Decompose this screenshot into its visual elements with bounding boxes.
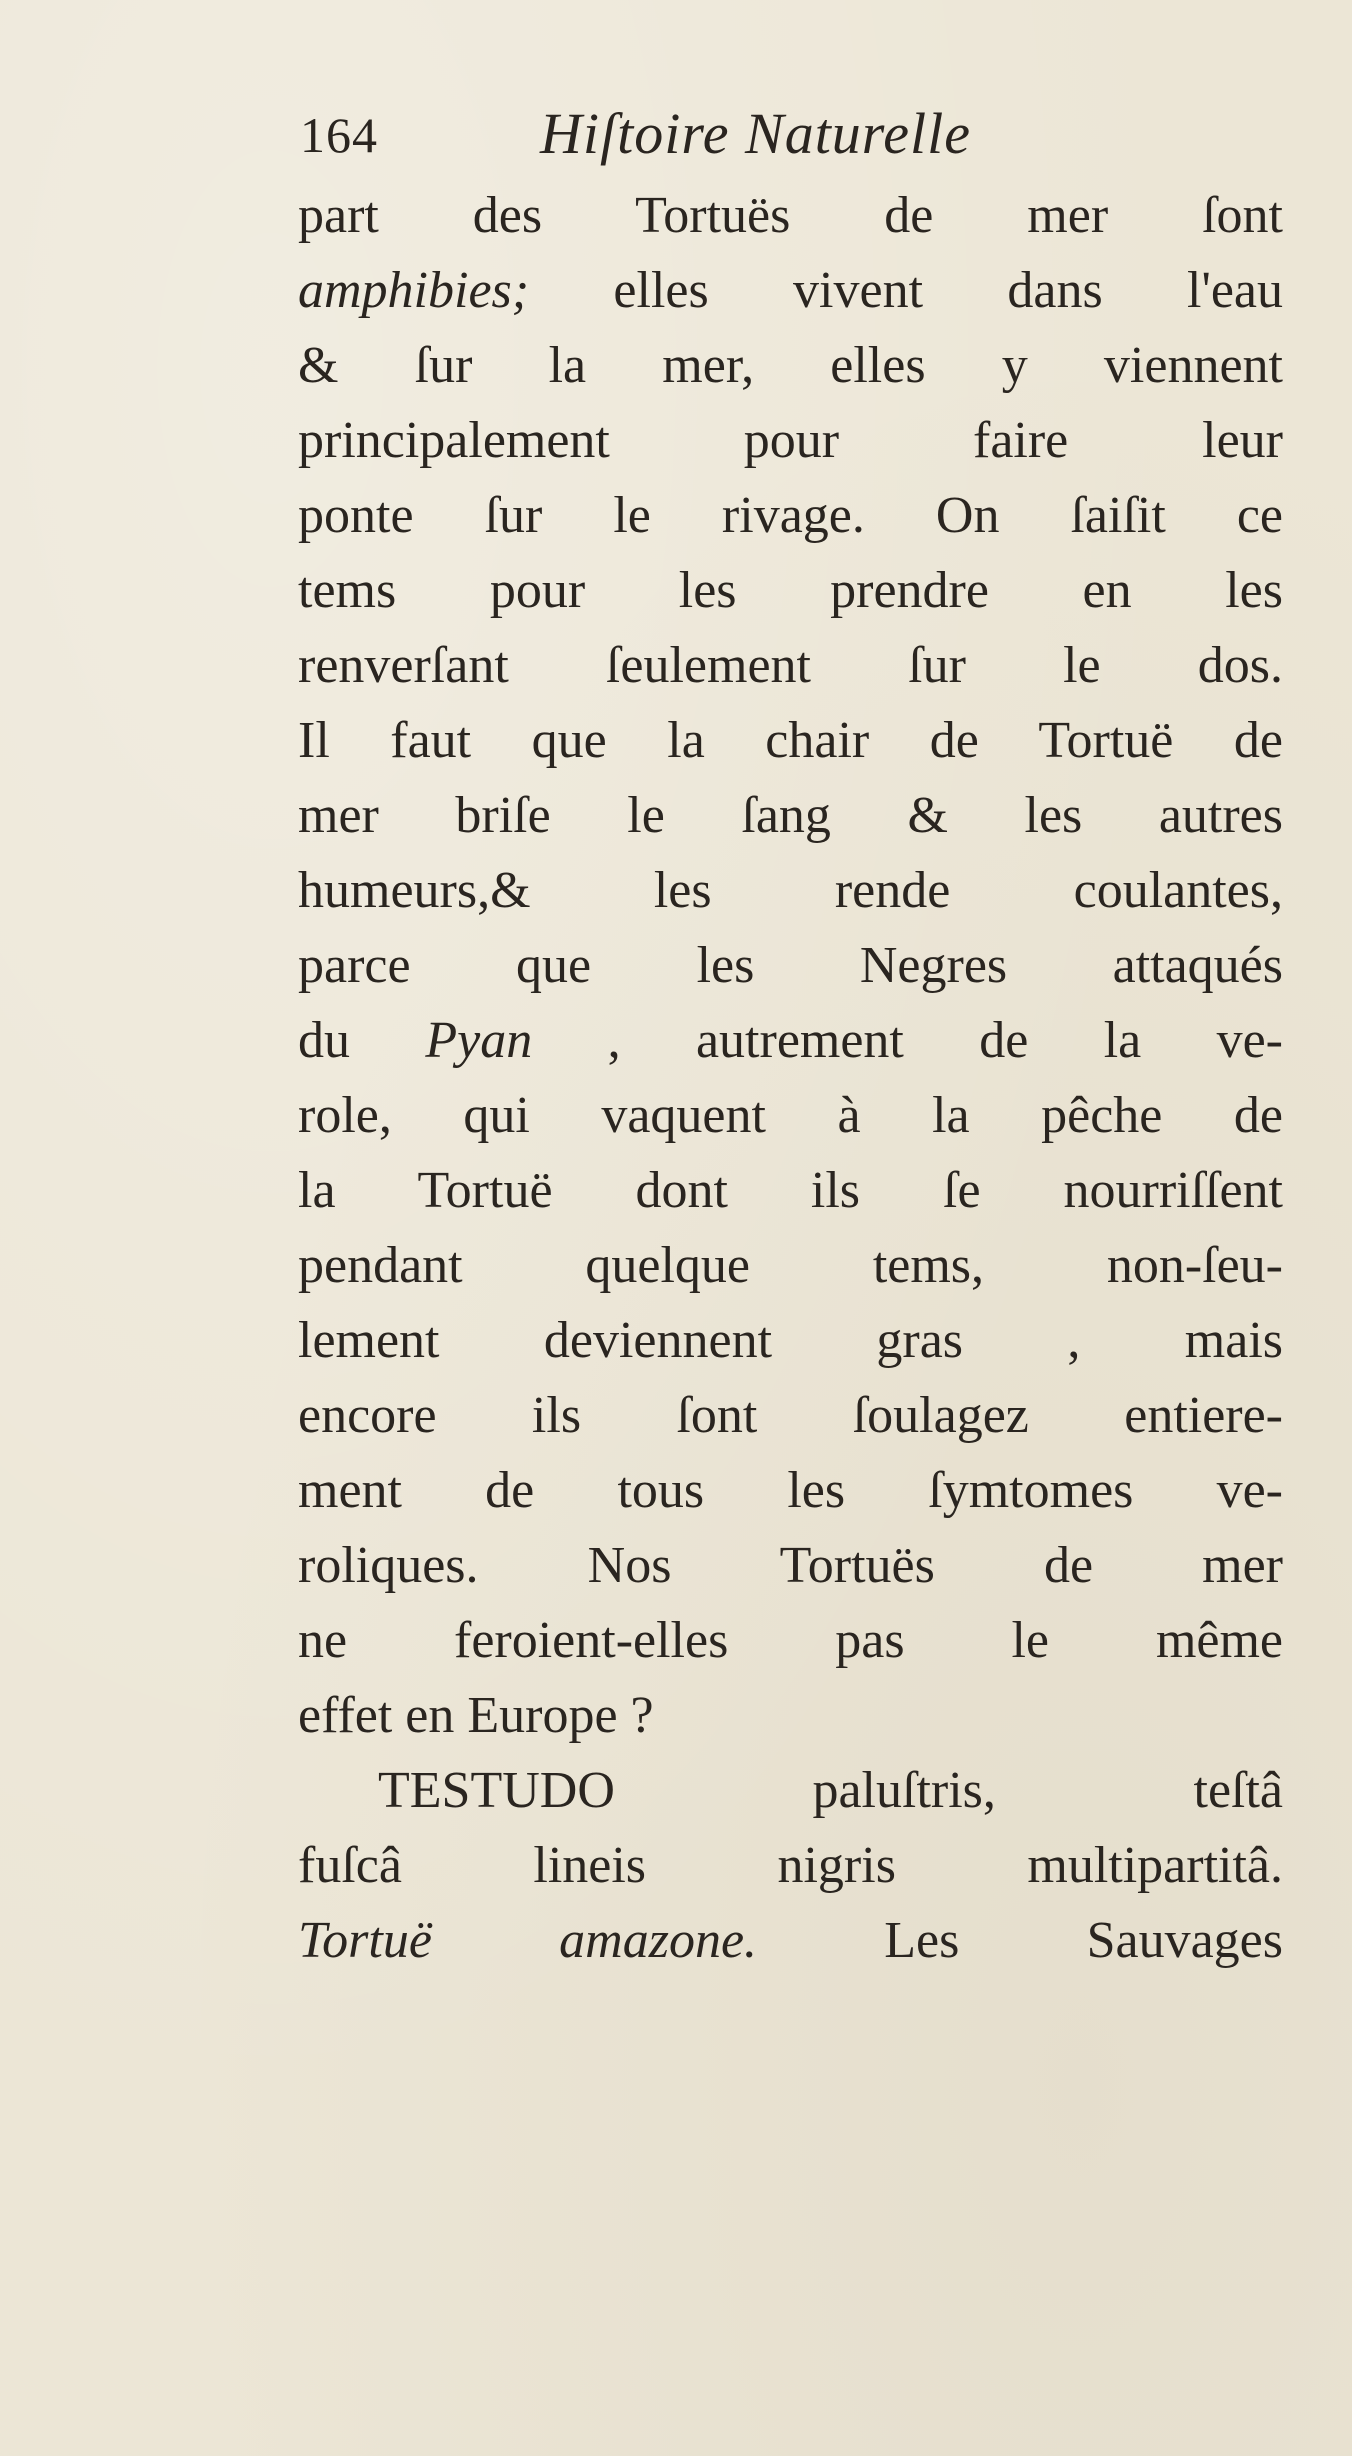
text-line: renverſant ſeulement ſur le dos.: [298, 637, 1283, 694]
text-span: , autrement de la ve-: [532, 1012, 1283, 1069]
text-line: role, qui vaquent à la pêche de: [298, 1087, 1283, 1144]
text-span: du: [298, 1012, 426, 1069]
text-line: encore ils ſont ſoulagez entiere-: [298, 1387, 1283, 1444]
italic-term: amphibies;: [298, 262, 530, 319]
text-line: parce que les Negres attaqués: [298, 937, 1283, 994]
text-line: principalement pour faire leur: [298, 412, 1283, 469]
text-line: TESTUDO paluſtris, teſtâ: [378, 1762, 1283, 1819]
text-line: humeurs,& les rende coulantes,: [298, 862, 1283, 919]
text-line: part des Tortuës de mer ſont: [298, 187, 1283, 244]
text-line: ment de tous les ſymtomes ve-: [298, 1462, 1283, 1519]
text-line: effet en Europe ?: [298, 1687, 654, 1744]
text-line: pendant quelque tems, non-ſeu-: [298, 1237, 1283, 1294]
page-number: 164: [300, 107, 378, 163]
text-span: Les Sauvages: [757, 1912, 1283, 1969]
body-text: [298, 178, 1283, 1978]
text-line: & ſur la mer, elles y viennent: [298, 337, 1283, 394]
text-line: fuſcâ lineis nigris multipartitâ.: [298, 1837, 1283, 1894]
text-line: mer briſe le ſang & les autres: [298, 787, 1283, 844]
italic-term: Tortuë amazone.: [298, 1912, 758, 1969]
text-line: ne feroient-elles pas le même: [298, 1612, 1283, 1669]
text-line: roliques. Nos Tortuës de mer: [298, 1537, 1283, 1594]
italic-term: Pyan: [425, 1012, 533, 1069]
text-line: la Tortuë dont ils ſe nourriſſent: [298, 1162, 1283, 1219]
text-line: ponte ſur le rivage. On ſaiſit ce: [298, 487, 1283, 544]
page-header: [300, 100, 1280, 180]
text-line: tems pour les prendre en les: [298, 562, 1283, 619]
text-line: [298, 253, 1283, 328]
text-line: [298, 1003, 1283, 1078]
running-title: Hiſtoire Naturelle: [540, 101, 971, 166]
text-line: lement deviennent gras , mais: [298, 1312, 1283, 1369]
text-line: Il faut que la chair de Tortuë de: [298, 712, 1283, 769]
text-line: [298, 1903, 1283, 1978]
text-span: elles vivent dans l'eau: [529, 262, 1283, 319]
